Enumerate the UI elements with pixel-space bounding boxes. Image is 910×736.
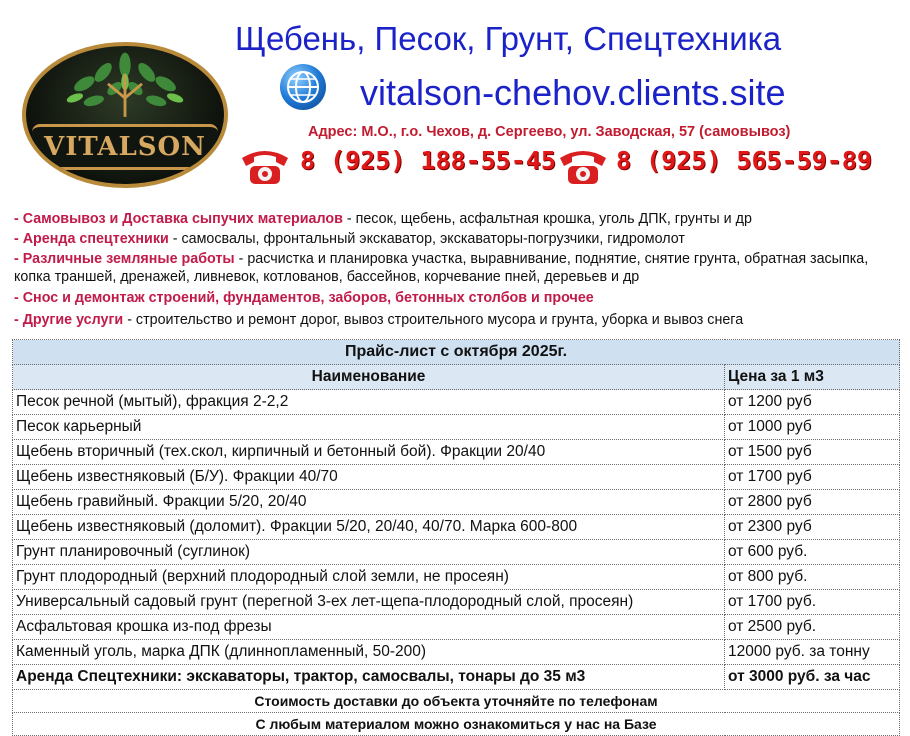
page-title: Щебень, Песок, Грунт, Спецтехника	[235, 20, 782, 57]
price-table	[12, 339, 900, 736]
item-name: Универсальный садовый грунт (перегной 3-ех лет-щепа-плодородный слой, просеян)	[13, 590, 725, 615]
service-description: - строительство и ремонт дорог, вывоз строительного мусора и грунта, уборка и вывоз снега	[123, 312, 744, 328]
service-title: - Другие услуги	[14, 312, 124, 328]
service-item	[14, 288, 899, 308]
item-name: Песок речной (мытый), фракция 2-2,2	[13, 390, 725, 415]
table-row	[13, 615, 900, 640]
item-price: от 2300 руб	[725, 515, 900, 540]
item-name: Щебень гравийный. Фракции 5/20, 20/40	[13, 490, 725, 515]
item-name: Каменный уголь, марка ДПК (длиннопламенный, 50-200)	[13, 640, 725, 665]
table-row	[13, 590, 900, 615]
service-title: - Аренда спецтехники	[14, 231, 169, 247]
phone-number-2[interactable]: 8 (925) 565-59-89	[616, 146, 872, 175]
vitalson-logo	[22, 42, 228, 188]
header	[0, 0, 910, 205]
telephone-icon	[238, 144, 292, 186]
table-caption-row	[13, 340, 900, 365]
service-description: - расчистка и планировка участка, выравнивание, поднятие, снятие грунта, обратная засыпка, копка траншей, дренажей, ливневок, котлованов, бассейнов, корчевание пней, деревьев и др	[14, 251, 869, 285]
item-name: Грунт плодородный (верхний плодородный слой земли, не просеян)	[13, 565, 725, 590]
item-name: Щебень вторичный (тех.скол, кирпичный и бетонный бой). Фракции 20/40	[13, 440, 725, 465]
logo-band	[32, 124, 218, 170]
item-name: Асфальтовая крошка из-под фрезы	[13, 615, 725, 640]
table-row	[13, 490, 900, 515]
item-price: от 800 руб.	[725, 565, 900, 590]
service-item	[14, 229, 899, 249]
globe-icon	[280, 64, 326, 110]
table-row	[13, 415, 900, 440]
service-description: - самосвалы, фронтальный экскаватор, экскаваторы-погрузчики, гидромолот	[168, 231, 685, 247]
item-price: от 1500 руб	[725, 440, 900, 465]
service-item	[14, 209, 899, 229]
table-row	[13, 390, 900, 415]
item-price: от 600 руб.	[725, 540, 900, 565]
table-row	[13, 465, 900, 490]
brand-name: VITALSON	[44, 132, 206, 162]
address: Адрес: М.О., г.о. Чехов, д. Сергеево, ул. Заводская, 57 (самовывоз)	[308, 124, 791, 140]
item-price: от 1000 руб	[725, 415, 900, 440]
column-header-price: Цена за 1 м3	[725, 365, 900, 390]
service-description: - песок, щебень, асфальтная крошка, уголь ДПК, грунты и др	[342, 211, 752, 227]
rental-name: Аренда Спецтехники: экскаваторы, трактор, самосвалы, тонары до 35 м3	[13, 665, 725, 690]
item-price: от 2500 руб.	[725, 615, 900, 640]
service-title: - Различные земляные работы	[14, 251, 235, 267]
table-note-row	[13, 713, 900, 736]
table-caption: Прайс-лист с октября 2025г.	[13, 340, 900, 365]
item-price: от 1200 руб	[725, 390, 900, 415]
item-name: Щебень известняковый (доломит). Фракции 5/20, 20/40, 40/70. Марка 600-800	[13, 515, 725, 540]
service-title: - Самовывоз и Доставка сыпучих материалов	[14, 211, 343, 227]
item-name: Грунт планировочный (суглинок)	[13, 540, 725, 565]
delivery-note: Стоимость доставки до объекта уточняйте по телефонам	[13, 690, 900, 713]
table-header-row	[13, 365, 900, 390]
table-row-rental	[13, 665, 900, 690]
column-header-name: Наименование	[13, 365, 725, 390]
table-row	[13, 515, 900, 540]
table-note-row	[13, 690, 900, 713]
service-item	[14, 310, 899, 330]
item-name: Щебень известняковый (Б/У). Фракции 40/70	[13, 465, 725, 490]
table-row	[13, 640, 900, 665]
item-price: от 1700 руб.	[725, 590, 900, 615]
item-price: 12000 руб. за тонну	[725, 640, 900, 665]
item-price: от 2800 руб	[725, 490, 900, 515]
table-row	[13, 540, 900, 565]
phone-number-1[interactable]: 8 (925) 188-55-45	[300, 146, 556, 175]
item-price: от 1700 руб	[725, 465, 900, 490]
rental-price: от 3000 руб. за час	[725, 665, 900, 690]
item-name: Песок карьерный	[13, 415, 725, 440]
base-note: С любым материалом можно ознакомиться у нас на Базе	[13, 713, 900, 736]
services-list	[14, 209, 899, 330]
website-link[interactable]: vitalson-chehov.clients.site	[360, 72, 786, 113]
service-title: - Снос и демонтаж строений, фундаментов, заборов, бетонных столбов и прочее	[14, 290, 594, 306]
table-row	[13, 565, 900, 590]
service-item	[14, 250, 899, 286]
table-row	[13, 440, 900, 465]
telephone-icon	[556, 144, 610, 186]
